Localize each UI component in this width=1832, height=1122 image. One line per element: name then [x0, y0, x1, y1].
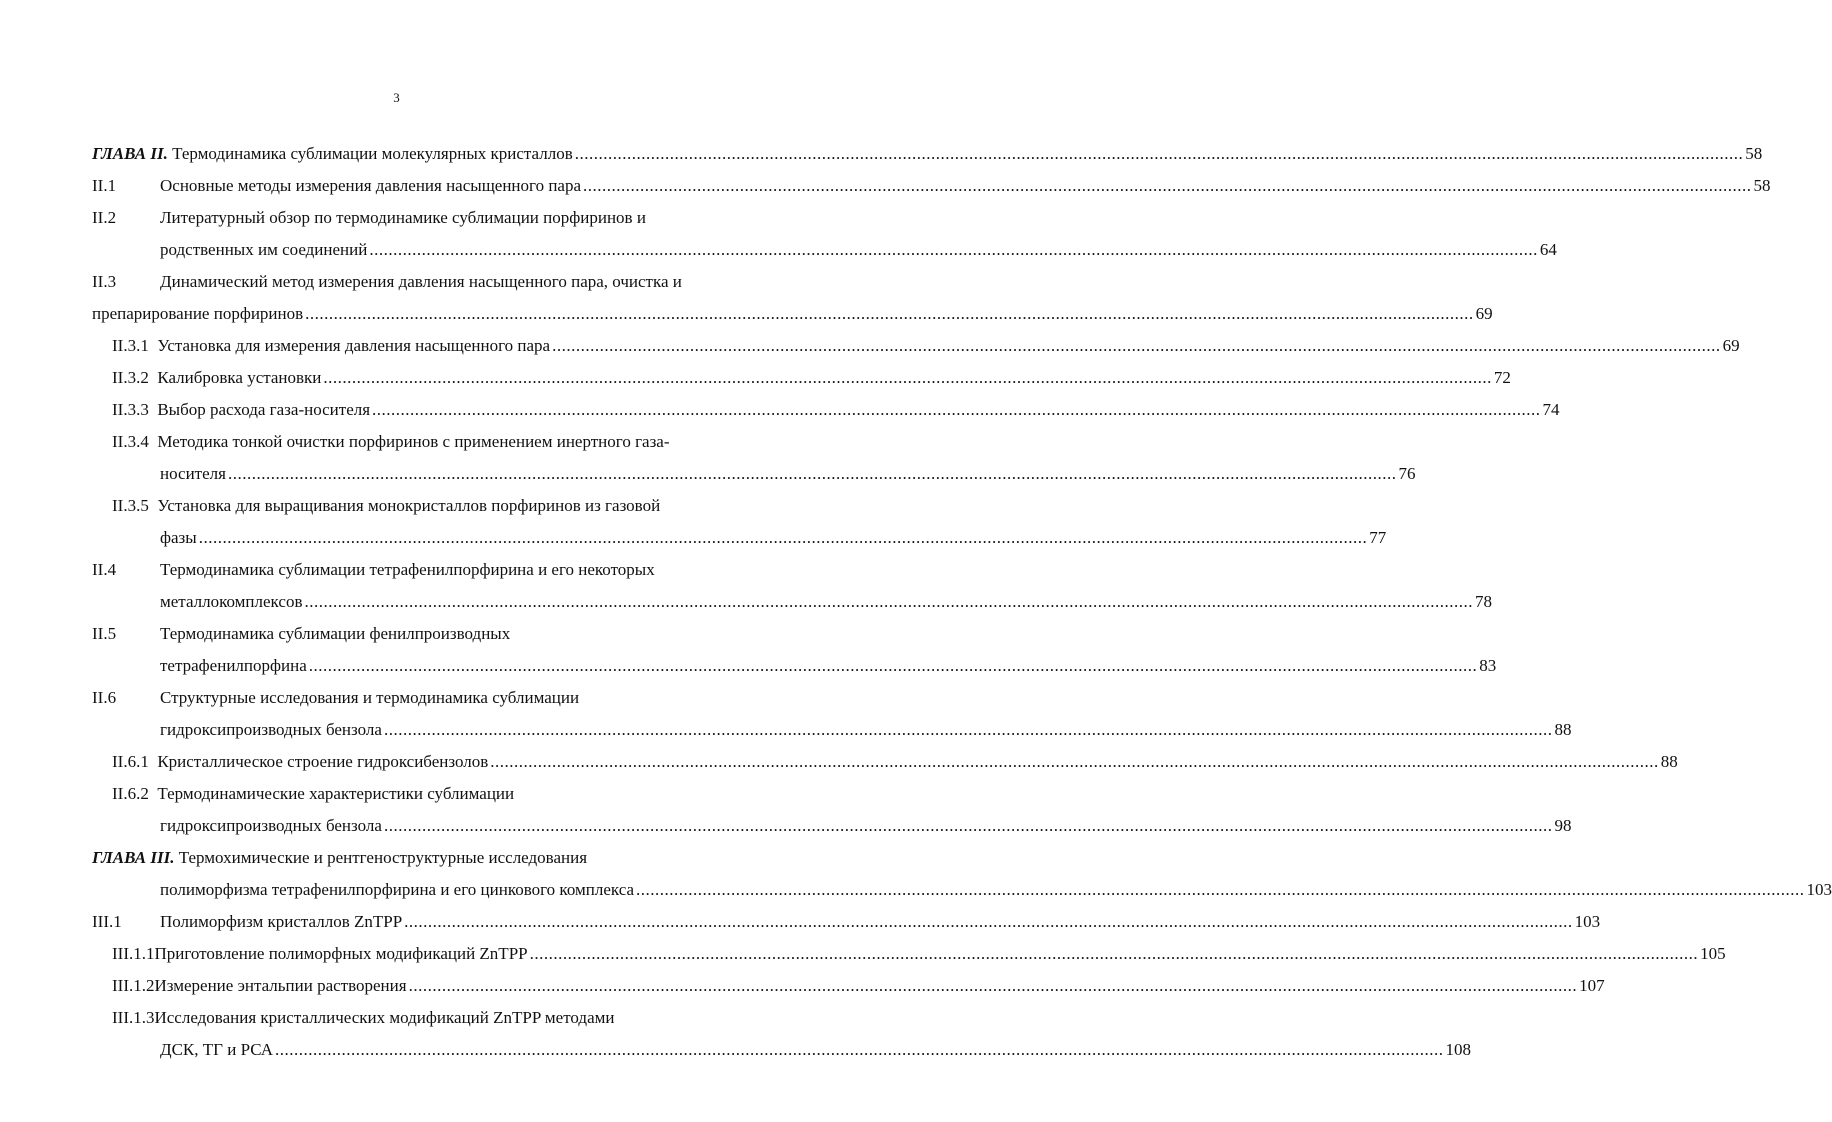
- leader-dots: ......................................................................................................................................................................................................................................................: [198, 528, 1368, 547]
- leader-dots: ......................................................................................................................................................................................................................................................: [383, 720, 1553, 739]
- toc-entry-II-6-2[interactable]: [160, 814, 1572, 838]
- section-number: III.1: [92, 912, 122, 931]
- section-number: II.2: [92, 208, 117, 227]
- entry-title: Установка для измерения давления насыщенного пара: [157, 336, 551, 355]
- entry-title: Полиморфизм кристаллов ZnTPP: [160, 912, 403, 931]
- toc-entry-III-1[interactable]: [160, 910, 1601, 934]
- leader-dots: ......................................................................................................................................................................................................................................................: [408, 976, 1578, 995]
- entry-title: Приготовление полиморфных модификаций ZnTPP: [154, 944, 528, 963]
- section-number: II.3.5: [112, 496, 149, 515]
- entry-title: Калибровка установки: [157, 368, 322, 387]
- page-ref: 58: [1753, 176, 1771, 195]
- entry-title-line1: III.1.3Исследования кристаллических модификаций ZnTPP методами: [112, 1008, 615, 1027]
- entry-title: тетрафенилпорфина: [160, 656, 307, 675]
- toc-entry-II-4[interactable]: [160, 590, 1492, 614]
- entry-title-line1: ГЛАВА III. Термохимические и рентгеноструктурные исследования: [92, 848, 588, 867]
- page-ref: 64: [1539, 240, 1557, 259]
- section-number: II.3.4: [112, 432, 149, 451]
- section-number: III.1.2: [112, 976, 155, 995]
- section-number: II.1: [92, 176, 117, 195]
- toc-entry-II-3-3[interactable]: [112, 398, 1560, 422]
- page-ref: 83: [1479, 656, 1497, 675]
- entry-title-line1: Динамический метод измерения давления насыщенного пара, очистка и: [160, 272, 682, 291]
- page-ref: 76: [1398, 464, 1416, 483]
- entry-title-line1: II.3.4 Методика тонкой очистки порфиринов с применением инертного газа-: [112, 432, 670, 451]
- page-ref: 69: [1475, 304, 1493, 323]
- toc-entry-III-1-3[interactable]: [160, 1038, 1472, 1062]
- entry-title: Основные методы измерения давления насыщенного пара: [160, 176, 582, 195]
- entry-title-line1: II.6.2 Термодинамические характеристики сублимации: [112, 784, 515, 803]
- section-number: III.1.3: [112, 1008, 155, 1027]
- page-ref: 77: [1369, 528, 1387, 547]
- entry-title: препарирование порфиринов: [92, 304, 304, 323]
- leader-dots: ......................................................................................................................................................................................................................................................: [583, 176, 1752, 195]
- chapter-label: ГЛАВА II.: [92, 144, 168, 163]
- section-number: III.1.1: [112, 944, 155, 963]
- section-number: II.5: [92, 624, 117, 643]
- entry-title: гидроксипроизводных бензола: [160, 816, 382, 835]
- entry-title-line1: Термодинамика сублимации тетрафенилпорфирина и его некоторых: [160, 560, 655, 579]
- leader-dots: ......................................................................................................................................................................................................................................................: [369, 240, 1538, 259]
- entry-title: гидроксипроизводных бензола: [160, 720, 382, 739]
- toc-entry-III-1-2[interactable]: [112, 974, 1605, 998]
- toc-chapter-2[interactable]: [92, 142, 1763, 166]
- page-ref: 103: [1806, 880, 1832, 899]
- section-number: II.4: [92, 560, 117, 579]
- toc-entry-III-1-1[interactable]: [112, 942, 1726, 966]
- entry-title-line1: Термодинамика сублимации фенилпроизводных: [160, 624, 511, 643]
- page-ref: 72: [1493, 368, 1511, 387]
- leader-dots: ......................................................................................................................................................................................................................................................: [227, 464, 1397, 483]
- page-ref: 74: [1542, 400, 1560, 419]
- page-ref: 78: [1474, 592, 1492, 611]
- page-ref: 105: [1700, 944, 1726, 963]
- toc-chapter-3[interactable]: [160, 878, 1832, 902]
- entry-title: Выбор расхода газа-носителя: [157, 400, 371, 419]
- leader-dots: ......................................................................................................................................................................................................................................................: [372, 400, 1541, 419]
- toc-entry-II-5[interactable]: [160, 654, 1497, 678]
- page-ref: 103: [1574, 912, 1601, 931]
- toc-entry-II-3[interactable]: [92, 302, 1493, 326]
- entry-title: металлокомплексов: [160, 592, 303, 611]
- toc-entry-II-1[interactable]: [160, 174, 1771, 198]
- leader-dots: ......................................................................................................................................................................................................................................................: [304, 592, 1473, 611]
- entry-title: ДСК, ТГ и РСА: [160, 1040, 274, 1059]
- entry-title: Измерение энтальпии растворения: [154, 976, 407, 995]
- toc-entry-II-3-1[interactable]: [112, 334, 1740, 358]
- page-ref: 88: [1554, 720, 1572, 739]
- page-number: 3: [393, 90, 400, 105]
- leader-dots: ......................................................................................................................................................................................................................................................: [383, 816, 1553, 835]
- entry-title: носителя: [160, 464, 226, 483]
- toc-entry-II-6[interactable]: [160, 718, 1572, 742]
- entry-title: полиморфизма тетрафенилпорфирина и его цинкового комплекса: [160, 880, 635, 899]
- section-number: II.6.1: [112, 752, 149, 771]
- entry-title-line1: II.3.5 Установка для выращивания монокристаллов порфиринов из газовой: [112, 496, 661, 515]
- page-ref: 107: [1579, 976, 1605, 995]
- section-number: II.3: [92, 272, 117, 291]
- leader-dots: ......................................................................................................................................................................................................................................................: [275, 1040, 1444, 1059]
- toc-entry-II-2[interactable]: [160, 238, 1557, 262]
- toc-entry-II-3-5[interactable]: [160, 526, 1387, 550]
- page-ref: 108: [1445, 1040, 1472, 1059]
- leader-dots: ......................................................................................................................................................................................................................................................: [308, 656, 1478, 675]
- entry-title: родственных им соединений: [160, 240, 368, 259]
- leader-dots: ......................................................................................................................................................................................................................................................: [552, 336, 1721, 355]
- section-number: II.3.1: [112, 336, 149, 355]
- entry-title: фазы: [160, 528, 197, 547]
- leader-dots: ......................................................................................................................................................................................................................................................: [529, 944, 1699, 963]
- leader-dots: ......................................................................................................................................................................................................................................................: [323, 368, 1492, 387]
- leader-dots: ......................................................................................................................................................................................................................................................: [404, 912, 1573, 931]
- page-ref: 69: [1722, 336, 1740, 355]
- chapter-label: ГЛАВА III.: [92, 848, 175, 867]
- section-number: II.3.2: [112, 368, 149, 387]
- entry-title-line1: Литературный обзор по термодинамике сублимации порфиринов и: [160, 208, 646, 227]
- section-number: II.3.3: [112, 400, 149, 419]
- toc-entry-II-3-4[interactable]: [160, 462, 1416, 486]
- page-ref: 98: [1554, 816, 1572, 835]
- section-number: II.6.2: [112, 784, 149, 803]
- leader-dots: ......................................................................................................................................................................................................................................................: [305, 304, 1474, 323]
- toc-entry-II-6-1[interactable]: [112, 750, 1678, 774]
- entry-title: Кристаллическое строение гидроксибензолов: [157, 752, 489, 771]
- leader-dots: ......................................................................................................................................................................................................................................................: [574, 144, 1744, 163]
- entry-title-line1: Структурные исследования и термодинамика сублимации: [160, 688, 580, 707]
- leader-dots: ......................................................................................................................................................................................................................................................: [490, 752, 1659, 771]
- page-ref: 88: [1660, 752, 1678, 771]
- section-number: II.6: [92, 688, 117, 707]
- entry-title: Термодинамика сублимации молекулярных кристаллов: [172, 144, 573, 163]
- page-ref: 58: [1745, 144, 1763, 163]
- toc-entry-II-3-2[interactable]: [112, 366, 1511, 390]
- leader-dots: ......................................................................................................................................................................................................................................................: [636, 880, 1805, 899]
